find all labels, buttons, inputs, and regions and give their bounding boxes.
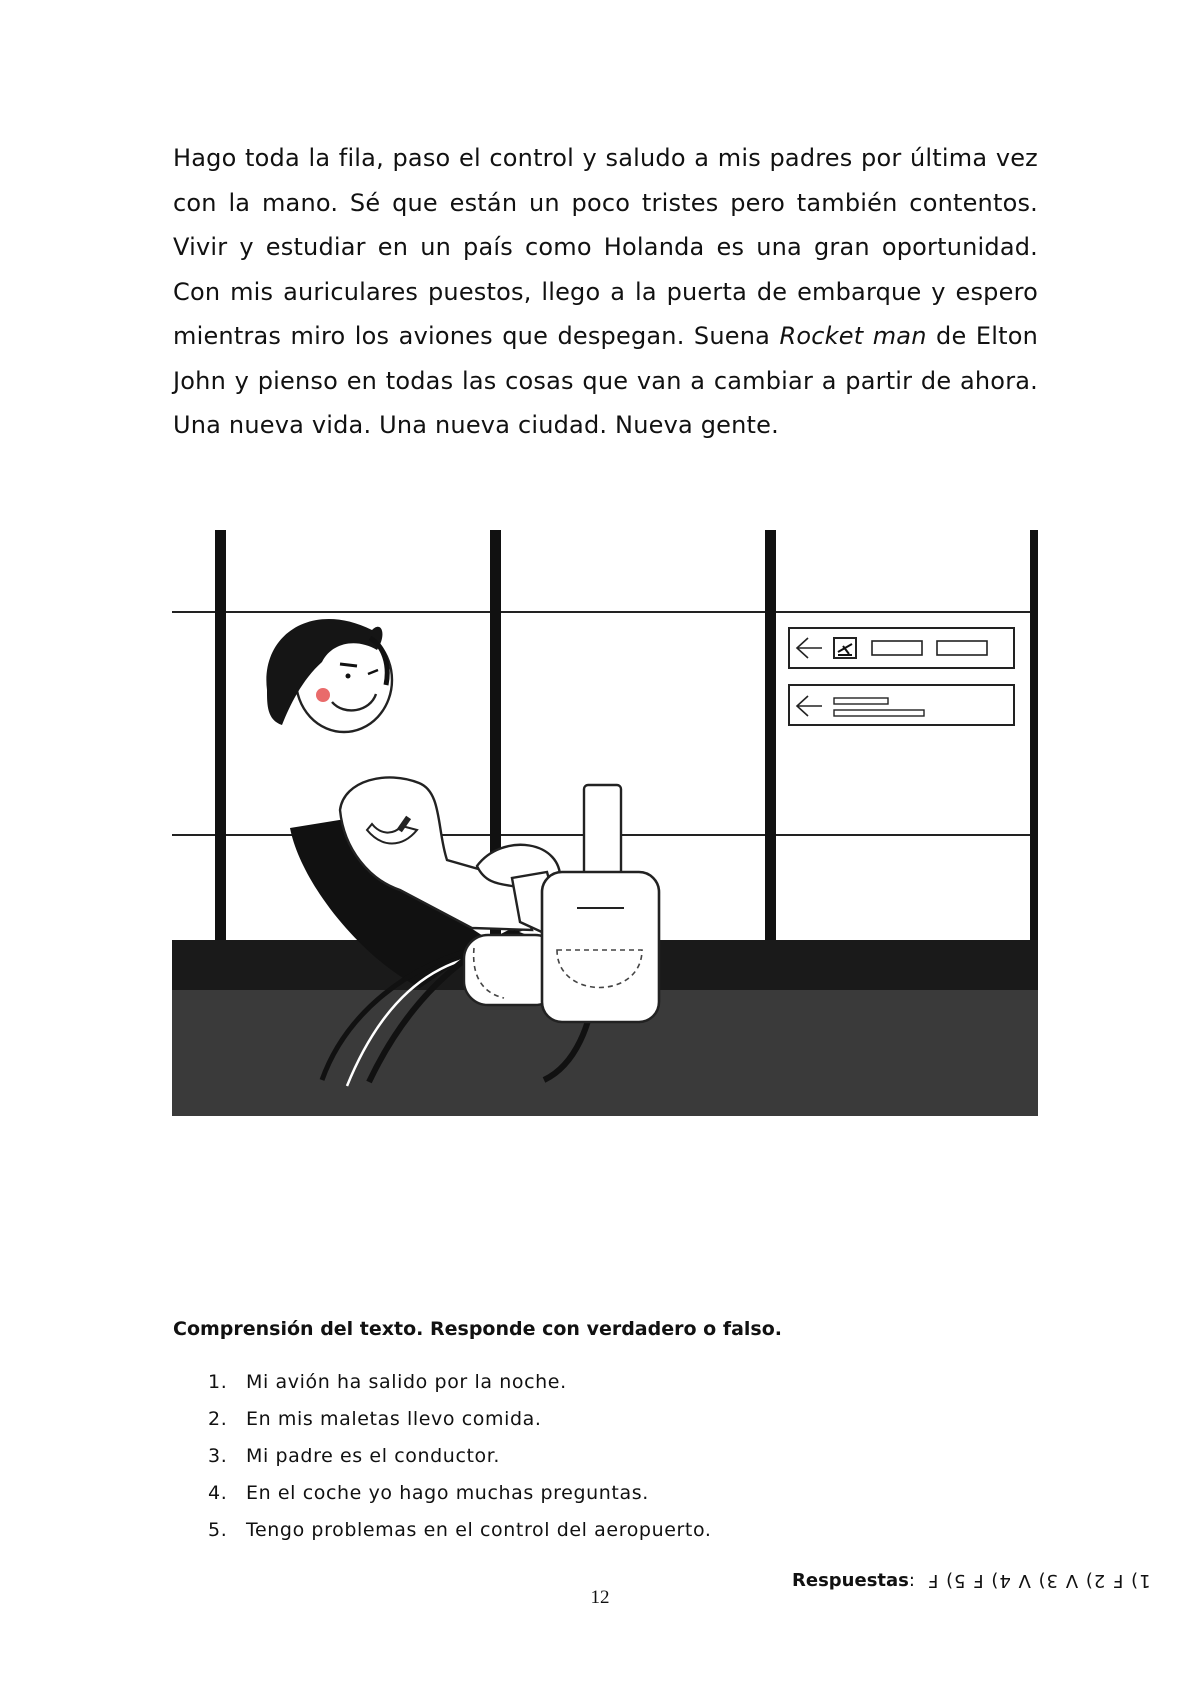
eye: [346, 674, 351, 679]
question-number: 3.: [208, 1445, 228, 1467]
story-paragraph: [173, 136, 1038, 448]
question-list: [208, 1364, 712, 1549]
question-number: 4.: [208, 1482, 228, 1504]
page-number: 12: [590, 1587, 610, 1608]
window-pillar-4: [1030, 530, 1038, 940]
window-pillar-1: [215, 530, 226, 940]
question-number: 5.: [208, 1519, 228, 1541]
airport-waiting-illustration: [172, 530, 1038, 1116]
answer-key-separator: :: [908, 1570, 915, 1591]
eyebrow: [340, 664, 357, 666]
paragraph-text-end: de Elton John y pienso en todas las cosas que van a cambiar a partir de ahora. Una nueva vida. Una nueva ciudad. Nueva gente.: [173, 322, 1038, 439]
window-pillar-3: [765, 530, 776, 940]
list-item: [208, 1512, 712, 1549]
airplane-icon: [834, 638, 856, 658]
answer-key-text: 1) F 2) V 3) V 4) F 5) F: [926, 1570, 1151, 1591]
question-text: En mis maletas llevo comida.: [246, 1408, 542, 1430]
question-number: 1.: [208, 1371, 228, 1393]
direction-sign-upper: [789, 628, 1014, 668]
list-item: [208, 1401, 712, 1438]
suitcase: [542, 872, 659, 1022]
question-text: Mi avión ha salido por la noche.: [246, 1371, 567, 1393]
list-item: [208, 1364, 712, 1401]
question-text: Tengo problemas en el control del aeropuerto.: [246, 1519, 712, 1541]
exercise-title: Comprensión del texto. Responde con verdadero o falso.: [173, 1318, 783, 1340]
list-item: [208, 1438, 712, 1475]
paragraph-text-start: Hago toda la fila, paso el control y saludo a mis padres por última vez con la mano. Sé que están un poco tristes pero también contentos. Vivir y estudiar en un país como Holanda es una gran oportunidad. Con mis auriculares puestos, llego a la puerta de embarque y espero mientras miro los aviones que despegan. Suena: [173, 144, 1038, 350]
question-text: Mi padre es el conductor.: [246, 1445, 501, 1467]
answer-key-label: Respuestas: [792, 1570, 909, 1591]
song-title: Rocket man: [779, 322, 927, 350]
question-number: 2.: [208, 1408, 228, 1430]
suitcase-handle: [584, 785, 621, 875]
cheek: [316, 688, 330, 702]
question-text: En el coche yo hago muchas preguntas.: [246, 1482, 649, 1504]
direction-sign-lower: [789, 685, 1014, 725]
list-item: [208, 1475, 712, 1512]
